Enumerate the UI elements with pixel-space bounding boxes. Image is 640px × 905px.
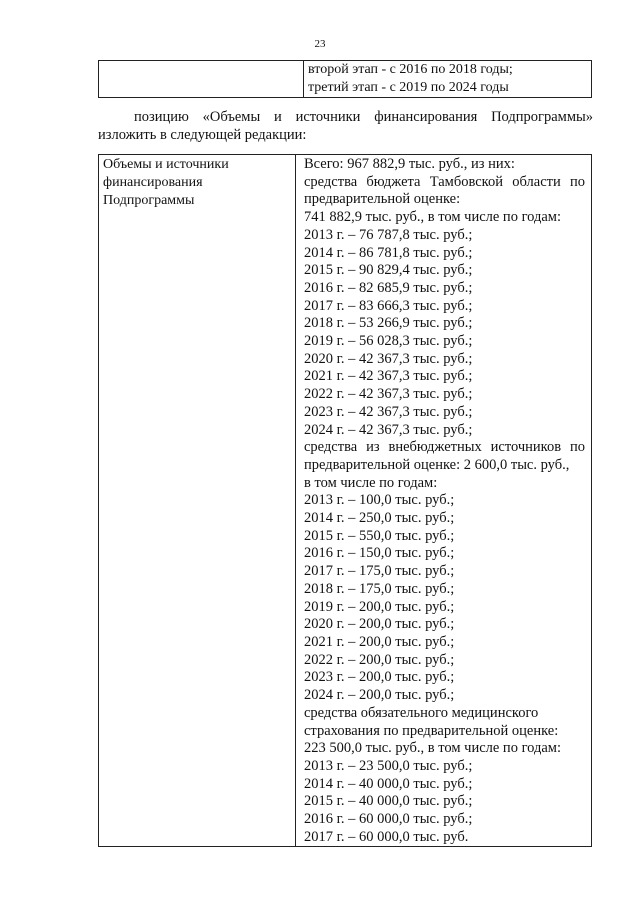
extrabudgetary-header: средства из внебюджетных источников по	[304, 439, 585, 456]
extrabudgetary-year-line: 2018 г. – 175,0 тыс. руб.;	[304, 580, 455, 597]
table-cell-empty	[99, 61, 304, 98]
extrabudgetary-header: предварительной оценке: 2 600,0 тыс. руб.,	[304, 456, 570, 473]
amendment-paragraph	[98, 108, 593, 144]
extrabudgetary-year-line: 2022 г. – 200,0 тыс. руб.;	[304, 651, 455, 668]
extrabudgetary-year-line: 2021 г. – 200,0 тыс. руб.;	[304, 633, 455, 650]
regional-budget-header: предварительной оценке:	[304, 191, 461, 208]
medical-insurance-year-line: 2015 г. – 40 000,0 тыс. руб.;	[304, 793, 473, 810]
medical-insurance-header: средства обязательного медицинского	[304, 704, 539, 721]
regional-year-line: 2021 г. – 42 367,3 тыс. руб.;	[304, 368, 473, 385]
regional-year-line: 2016 г. – 82 685,9 тыс. руб.;	[304, 279, 473, 296]
financing-table	[98, 154, 592, 847]
regional-year-line: 2017 г. – 83 666,3 тыс. руб.;	[304, 297, 473, 314]
medical-insurance-year-line: 2017 г. – 60 000,0 тыс. руб.	[304, 828, 469, 845]
regional-year-line: 2018 г. – 53 266,9 тыс. руб.;	[304, 315, 473, 332]
extrabudgetary-year-line: 2013 г. – 100,0 тыс. руб.;	[304, 492, 455, 509]
paragraph-line: изложить в следующей редакции:	[98, 127, 307, 143]
regional-year-line: 2020 г. – 42 367,3 тыс. руб.;	[304, 350, 473, 367]
extrabudgetary-year-line: 2024 г. – 200,0 тыс. руб.;	[304, 687, 455, 704]
medical-insurance-header: 223 500,0 тыс. руб., в том числе по годам:	[304, 740, 562, 757]
stages-cell	[304, 61, 592, 98]
regional-year-line: 2015 г. – 90 829,4 тыс. руб.;	[304, 262, 473, 279]
total-line: Всего: 967 882,9 тыс. руб., из них:	[304, 156, 515, 172]
extrabudgetary-year-line: 2014 г. – 250,0 тыс. руб.;	[304, 510, 455, 527]
stage-line: второй этап - с 2016 по 2018 годы;	[308, 62, 513, 77]
medical-insurance-year-line: 2013 г. – 23 500,0 тыс. руб.;	[304, 757, 473, 774]
table-row	[99, 155, 592, 847]
label-line: Подпрограммы	[103, 193, 195, 208]
regional-budget-header: средства бюджета Тамбовской области по	[304, 173, 585, 190]
paragraph-line: позицию «Объемы и источники финансирования Подпрограммы»	[134, 109, 593, 125]
extrabudgetary-year-line: 2023 г. – 200,0 тыс. руб.;	[304, 669, 455, 686]
regional-year-line: 2023 г. – 42 367,3 тыс. руб.;	[304, 403, 473, 420]
regional-year-line: 2024 г. – 42 367,3 тыс. руб.;	[304, 421, 473, 438]
medical-insurance-year-line: 2014 г. – 40 000,0 тыс. руб.;	[304, 775, 473, 792]
financing-label-cell	[99, 155, 296, 847]
extrabudgetary-year-line: 2020 г. – 200,0 тыс. руб.;	[304, 616, 455, 633]
label-line: финансирования	[103, 175, 203, 190]
table-row	[99, 61, 592, 98]
financing-values-cell	[296, 155, 592, 847]
regional-year-line: 2014 г. – 86 781,8 тыс. руб.;	[304, 244, 473, 261]
extrabudgetary-year-line: 2019 г. – 200,0 тыс. руб.;	[304, 598, 455, 615]
medical-insurance-header: страхования по предварительной оценке:	[304, 722, 559, 739]
regional-year-line: 2019 г. – 56 028,3 тыс. руб.;	[304, 333, 473, 350]
regional-year-line: 2013 г. – 76 787,8 тыс. руб.;	[304, 226, 473, 243]
page-number: 23	[314, 38, 326, 50]
extrabudgetary-header: в том числе по годам:	[304, 474, 438, 491]
extrabudgetary-year-line: 2015 г. – 550,0 тыс. руб.;	[304, 527, 455, 544]
medical-insurance-year-line: 2016 г. – 60 000,0 тыс. руб.;	[304, 811, 473, 828]
regional-year-line: 2022 г. – 42 367,3 тыс. руб.;	[304, 386, 473, 403]
previous-table-fragment	[98, 60, 592, 98]
stage-line: третий этап - с 2019 по 2024 годы	[308, 80, 509, 95]
regional-budget-header: 741 882,9 тыс. руб., в том числе по годам:	[304, 209, 562, 226]
extrabudgetary-year-line: 2017 г. – 175,0 тыс. руб.;	[304, 563, 455, 580]
extrabudgetary-year-line: 2016 г. – 150,0 тыс. руб.;	[304, 545, 455, 562]
label-line: Объемы и источники	[103, 157, 229, 172]
